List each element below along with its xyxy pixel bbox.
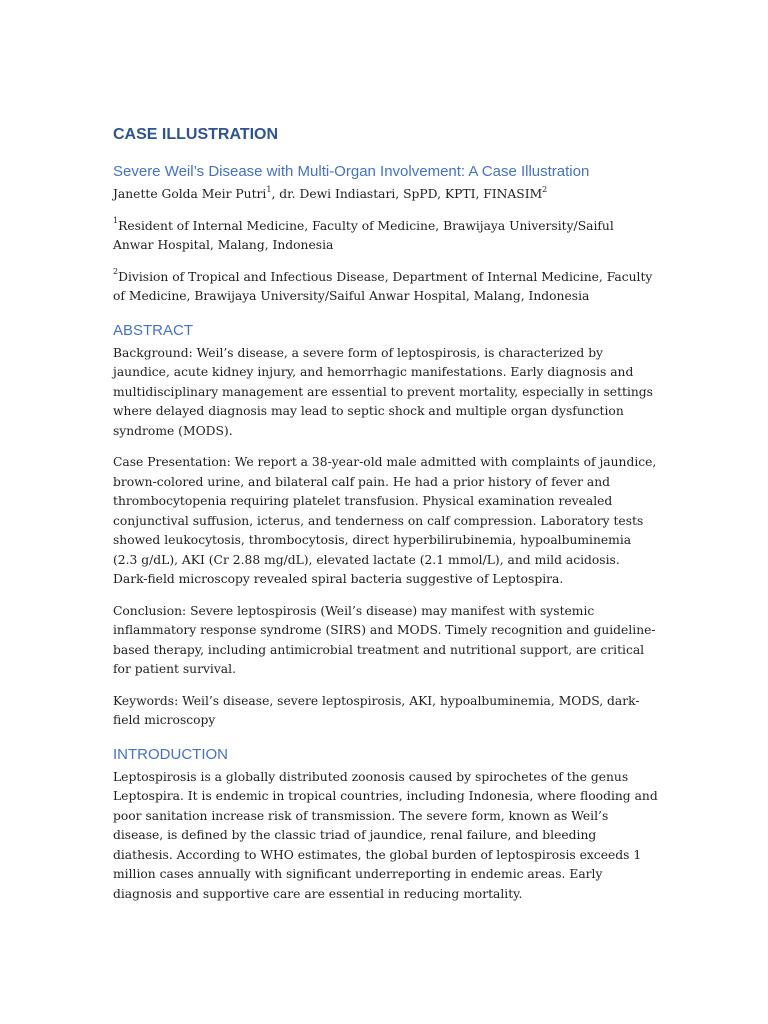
- author-separator: ,: [271, 187, 280, 201]
- abstract-conclusion: Conclusion: Severe leptospirosis (Weil’s disease) may manifest with systemic inflammatory response syndrome (SIRS) and MODS. Timely recognition and guideline-based therapy, including antimicrobial treatment and nutritional support, are critical for patient survival.: [113, 603, 656, 676]
- document-body: [113, 124, 658, 916]
- abstract-background: Background: Weil’s disease, a severe form of leptospirosis, is characterized by jaundice, acute kidney injury, and hemorrhagic manifestations. Early diagnosis and multidisciplinary management are essential to prevent mortality, especially in settings where delayed diagnosis may lead to septic shock and multiple organ dysfunction syndrome (MODS).: [113, 345, 653, 438]
- affiliation-marker: 1: [266, 184, 272, 194]
- author-line: [113, 185, 658, 205]
- affiliation: [113, 268, 658, 307]
- abstract-heading: ABSTRACT: [113, 321, 194, 339]
- document-type-label: CASE ILLUSTRATION: [113, 126, 279, 143]
- affiliation-text: Resident of Internal Medicine, Faculty of Medicine, Brawijaya University/Saiful Anwar Hospital, Malang, Indonesia: [113, 218, 614, 252]
- author-name: dr. Dewi Indiastari, SpPD, KPTI, FINASIM: [279, 187, 543, 201]
- article-title: Severe Weil’s Disease with Multi-Organ Involvement: A Case Illustration: [113, 163, 590, 180]
- affiliation-marker: 2: [542, 184, 548, 194]
- author-name: Janette Golda Meir Putri: [113, 187, 267, 201]
- abstract-case-presentation: Case Presentation: We report a 38-year-old male admitted with complaints of jaundice, brown-colored urine, and bilateral calf pain. He had a prior history of fever and thrombocytopenia requiring platelet transfusion. Physical examination revealed conjunctival suffusion, icterus, and tenderness on calf compression. Laboratory tests showed leukocytosis, thrombocytosis, direct hyperbilirubinemia, hypoalbuminemia (2.3 g/dL), AKI (Cr 2.88 mg/dL), elevated lactate (2.1 mmol/L), and mild acidosis. Dark-field microscopy revealed spiral bacteria suggestive of Leptospira.: [113, 455, 657, 586]
- abstract-keywords: Keywords: Weil’s disease, severe leptospirosis, AKI, hypoalbuminemia, MODS, dark-field microscopy: [113, 693, 640, 727]
- affiliation-marker: 2: [113, 267, 119, 277]
- introduction-paragraph: Leptospirosis is a globally distributed zoonosis caused by spirochetes of the genus Leptospira. It is endemic in tropical countries, including Indonesia, where flooding and poor sanitation increase risk of transmission. The severe form, known as Weil’s disease, is defined by the classic triad of jaundice, renal failure, and bleeding diathesis. According to WHO estimates, the global burden of leptospirosis exceeds 1 million cases annually with significant underreporting in endemic areas. Early diagnosis and supportive care are essential in reducing mortality.: [113, 769, 658, 901]
- introduction-heading: INTRODUCTION: [113, 745, 228, 763]
- affiliation: [113, 217, 658, 256]
- affiliation-marker: 1: [113, 216, 119, 226]
- affiliation-text: Division of Tropical and Infectious Disease, Department of Internal Medicine, Faculty of Medicine, Brawijaya University/Saiful Anwar Hospital, Malang, Indonesia: [113, 269, 653, 303]
